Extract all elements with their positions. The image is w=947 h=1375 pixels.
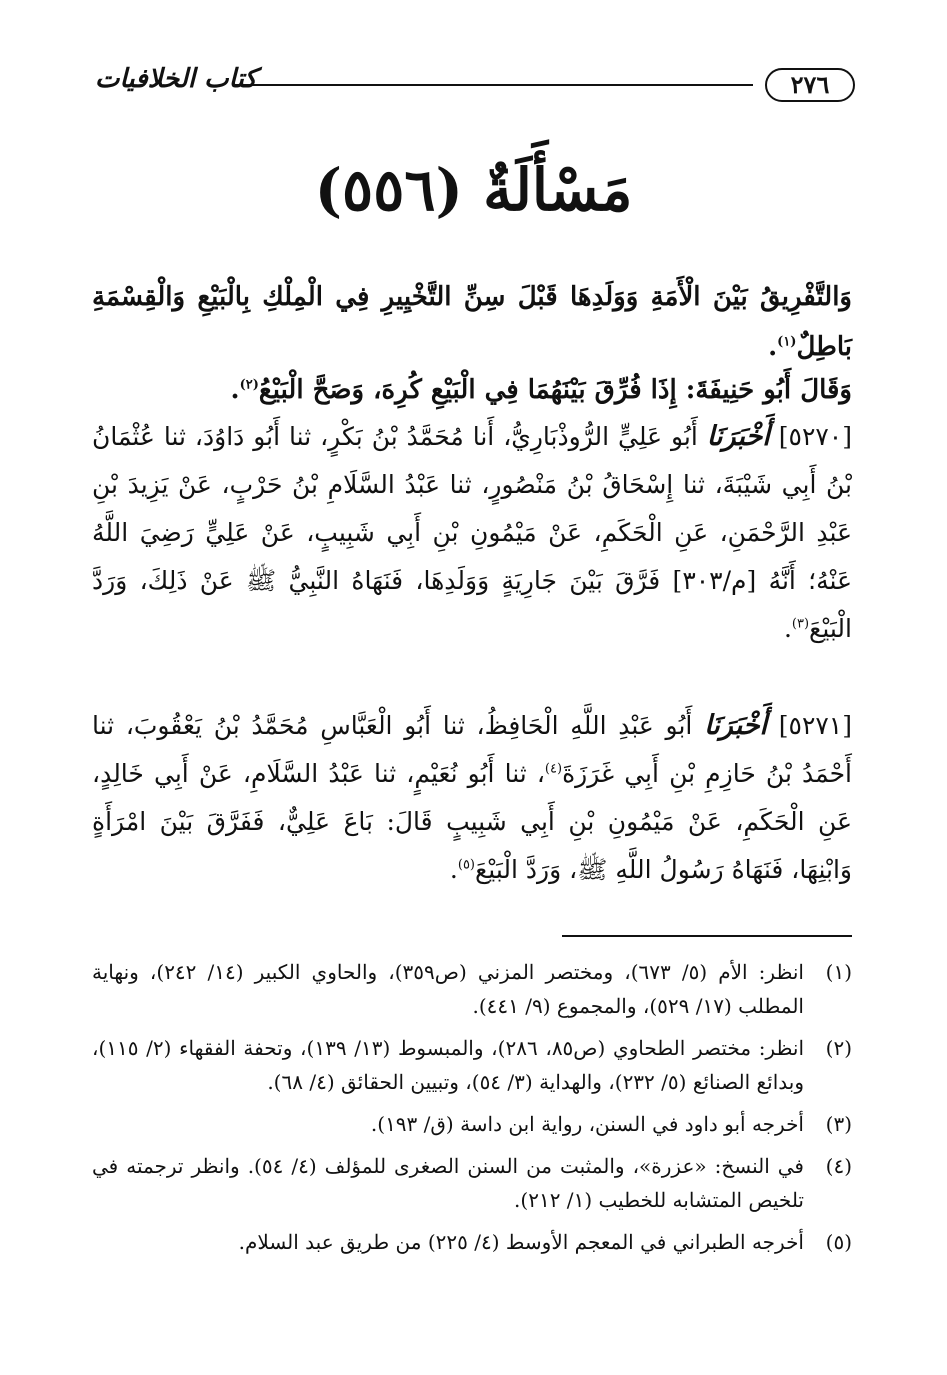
hanafi-view-text: وَقَالَ أَبُو حَنِيفَةَ: إِذَا فُرِّقَ بَيْنَهُمَا فِي الْبَيْعِ كُرِهَ، وَصَحَّ الْبَيْعُ bbox=[258, 375, 852, 405]
footnote-text: انظر: مختصر الطحاوي (ص٨٥، ٢٨٦)، والمبسوط (١٣/ ١٣٩)، وتحفة الفقهاء (٢/ ١١٥)، وبدائع الصنائع (٥/ ٢٣٢)، والهداية (٣/ ٥٤)، وتبيين الحقائق (٤/ ٦٨). bbox=[92, 1036, 804, 1094]
narration-text: أَبُو عَلِيٍّ الرُّوذْبَارِيُّ، أَنا مُحَمَّدُ بْنُ بَكْرٍ، ثنا أَبُو دَاوُدَ، ثنا عُثْمَانُ بْنُ أَبِي شَيْبَةَ، ثنا إِسْحَاقُ بْنُ مَنْصُورٍ، ثنا عَبْدُ السَّلَامِ بْنُ حَرْبٍ، عَنْ يَزِيدَ بْنِ عَبْدِ الرَّحْمَنِ، عَنِ الْحَكَمِ، عَنْ مَيْمُونِ بْنِ أَبِي شَبِيبٍ، عَنْ عَلِيٍّ رَضِيَ اللَّهُ عَنْهُ؛ أَنَّهُ [م/٣٠٣] فَرَّقَ بَيْنَ جَارِيَةٍ وَوَلَدِهَا، فَنَهَاهُ النَّبِيُّ ﷺ عَنْ ذَلِكَ، وَرَدَّ الْبَيْعَ bbox=[92, 422, 852, 643]
footnote-text: أخرجه أبو داود في السنن، رواية ابن داسة (ق/ ١٩٣). bbox=[370, 1112, 804, 1136]
hanafi-view-end: . bbox=[230, 375, 240, 405]
footnote-ref-4[interactable]: (٤) bbox=[544, 761, 563, 777]
footnotes-list bbox=[92, 955, 852, 1267]
akhbarana-keyword: أَخْبَرَنَا bbox=[706, 421, 770, 452]
footnote-4 bbox=[92, 1149, 852, 1217]
main-ruling bbox=[92, 272, 852, 372]
main-ruling-end: . bbox=[768, 332, 778, 362]
footnote-3 bbox=[92, 1107, 852, 1141]
narration-5270 bbox=[92, 413, 852, 653]
page-number: ٢٧٦ bbox=[765, 68, 855, 102]
main-ruling-text: وَالتَّفْرِيقُ بَيْنَ الْأَمَةِ وَوَلَدِهَا قَبْلَ سِنِّ التَّخْيِيرِ فِي الْمِلْكِ بِالْبَيْعِ وَالْقِسْمَةِ بَاطِلٌ bbox=[92, 282, 852, 362]
footnote-divider bbox=[562, 935, 852, 937]
footnote-text: في النسخ: «عزرة»، والمثبت من السنن الصغرى للمؤلف (٤/ ٥٤). وانظر ترجمته في تلخيص المتشابه للخطيب (١/ ٢١٢). bbox=[92, 1154, 804, 1212]
narration-end: . bbox=[449, 855, 458, 884]
footnote-ref-5[interactable]: (٥) bbox=[457, 857, 475, 873]
footnote-ref-1[interactable]: (١) bbox=[777, 334, 797, 350]
page-header bbox=[95, 62, 855, 112]
footnote-ref-2[interactable]: (٢) bbox=[239, 377, 259, 393]
narration-text-cont: ، ثنا أَبُو نُعَيْمٍ، ثنا عَبْدُ السَّلَامِ، عَنْ أَبِي خَالِدٍ، عَنِ الْحَكَمِ، عَنْ مَيْمُونِ بْنِ أَبِي شَبِيبٍ قَالَ: بَاعَ عَلِيٌّ، فَفَرَّقَ بَيْنَ امْرَأَةٍ وَابْنِهَا، فَنَهَاهُ رَسُولُ اللَّهِ ﷺ، وَرَدَّ الْبَيْعَ bbox=[92, 759, 852, 884]
footnote-marker: (٥) bbox=[825, 1230, 852, 1254]
hadith-number: [٥٢٧١] bbox=[778, 711, 852, 740]
footnote-2 bbox=[92, 1031, 852, 1099]
issue-title: مَسْأَلَةٌ (٥٥٦) bbox=[314, 156, 633, 224]
header-rule bbox=[233, 84, 753, 86]
book-title: كتاب الخلافيات bbox=[95, 64, 257, 94]
footnote-1 bbox=[92, 955, 852, 1023]
hanafi-view bbox=[92, 365, 852, 415]
hadith-number: [٥٢٧٠] bbox=[778, 422, 852, 451]
footnote-5 bbox=[92, 1225, 852, 1259]
narration-5271 bbox=[92, 702, 852, 894]
narration-text: أَبُو عَبْدِ اللَّهِ الْحَافِظُ، ثنا أَبُو الْعَبَّاسِ مُحَمَّدُ بْنُ يَعْقُوبَ، ثنا أَحْمَدُ بْنُ حَازِمِ بْنِ أَبِي غَرَزَةَ bbox=[92, 711, 852, 788]
akhbarana-keyword: أَخْبَرَنَا bbox=[704, 710, 768, 741]
footnote-marker: (٤) bbox=[825, 1154, 852, 1178]
footnote-marker: (٢) bbox=[825, 1036, 852, 1060]
footnote-ref-3[interactable]: (٣) bbox=[791, 616, 810, 632]
footnote-text: أخرجه الطبراني في المعجم الأوسط (٤/ ٢٢٥) من طريق عبد السلام. bbox=[238, 1230, 804, 1254]
footnote-marker: (١) bbox=[825, 960, 852, 984]
footnote-marker: (٣) bbox=[825, 1112, 852, 1136]
narration-end: . bbox=[783, 614, 792, 643]
footnote-text: انظر: الأم (٥/ ٦٧٣)، ومختصر المزني (ص٣٥٩)، والحاوي الكبير (١٤/ ٢٤٢)، ونهاية المطلب (١٧/ ٥٢٩)، والمجموع (٩/ ٤٤١). bbox=[92, 960, 804, 1018]
